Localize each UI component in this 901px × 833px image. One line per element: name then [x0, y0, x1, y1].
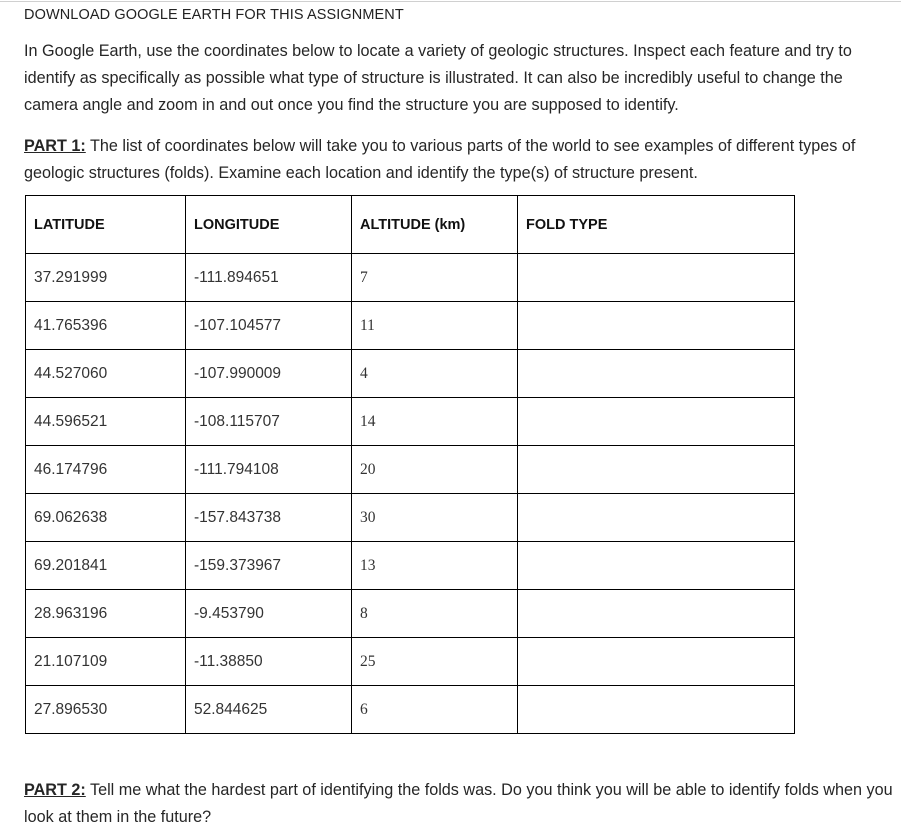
- fold-type-cell[interactable]: [518, 302, 795, 350]
- fold-type-cell[interactable]: [518, 254, 795, 302]
- longitude-cell: 52.844625: [186, 686, 352, 734]
- latitude-cell: 37.291999: [26, 254, 186, 302]
- fold-type-cell[interactable]: [518, 398, 795, 446]
- table-row: [26, 350, 795, 398]
- longitude-cell: -11.38850: [186, 638, 352, 686]
- latitude-cell: 44.527060: [26, 350, 186, 398]
- latitude-cell: 28.963196: [26, 590, 186, 638]
- coordinates-table: [25, 195, 795, 734]
- longitude-cell: -9.453790: [186, 590, 352, 638]
- altitude-cell: 14: [352, 398, 518, 446]
- altitude-cell: 30: [352, 494, 518, 542]
- part1-text: The list of coordinates below will take you to various parts of the world to see examples of different types of geologic structures (folds). Examine each location and identify the type(s) of structure present.: [24, 137, 856, 182]
- header-fold-type: FOLD TYPE: [518, 196, 795, 254]
- longitude-cell: -107.104577: [186, 302, 352, 350]
- fold-type-cell[interactable]: [518, 590, 795, 638]
- fold-type-cell[interactable]: [518, 350, 795, 398]
- latitude-cell: 41.765396: [26, 302, 186, 350]
- longitude-cell: -108.115707: [186, 398, 352, 446]
- altitude-cell: 6: [352, 686, 518, 734]
- part1-label: PART 1:: [24, 137, 86, 155]
- fold-type-cell[interactable]: [518, 494, 795, 542]
- part2-label: PART 2:: [24, 781, 86, 799]
- longitude-cell: -159.373967: [186, 542, 352, 590]
- latitude-cell: 46.174796: [26, 446, 186, 494]
- table-row: [26, 302, 795, 350]
- part2-paragraph: [24, 777, 894, 831]
- latitude-cell: 69.062638: [26, 494, 186, 542]
- table-row: [26, 686, 795, 734]
- table-header-row: [26, 196, 795, 254]
- fold-type-cell[interactable]: [518, 686, 795, 734]
- altitude-cell: 4: [352, 350, 518, 398]
- altitude-cell: 7: [352, 254, 518, 302]
- header-altitude: ALTITUDE (km): [352, 196, 518, 254]
- part2-text: Tell me what the hardest part of identifying the folds was. Do you think you will be able to identify folds when you look at them in the future?: [24, 781, 893, 826]
- latitude-cell: 21.107109: [26, 638, 186, 686]
- altitude-cell: 25: [352, 638, 518, 686]
- header-longitude: LONGITUDE: [186, 196, 352, 254]
- altitude-cell: 20: [352, 446, 518, 494]
- intro-paragraph: In Google Earth, use the coordinates below to locate a variety of geologic structures. Inspect each feature and try to identify as specifically as possible what type of structure is illustrated. It can also be incredibly useful to change the camera angle and zoom in and out once you find the structure you are supposed to identify.: [24, 42, 852, 114]
- document-header: DOWNLOAD GOOGLE EARTH FOR THIS ASSIGNMENT: [24, 7, 404, 23]
- part1-paragraph: [24, 133, 894, 187]
- table-row: [26, 638, 795, 686]
- latitude-cell: 69.201841: [26, 542, 186, 590]
- longitude-cell: -111.794108: [186, 446, 352, 494]
- longitude-cell: -111.894651: [186, 254, 352, 302]
- table-row: [26, 494, 795, 542]
- longitude-cell: -157.843738: [186, 494, 352, 542]
- altitude-cell: 8: [352, 590, 518, 638]
- table-row: [26, 446, 795, 494]
- table-row: [26, 398, 795, 446]
- table-row: [26, 542, 795, 590]
- altitude-cell: 13: [352, 542, 518, 590]
- longitude-cell: -107.990009: [186, 350, 352, 398]
- table-row: [26, 590, 795, 638]
- fold-type-cell[interactable]: [518, 542, 795, 590]
- latitude-cell: 44.596521: [26, 398, 186, 446]
- header-latitude: LATITUDE: [26, 196, 186, 254]
- fold-type-cell[interactable]: [518, 446, 795, 494]
- fold-type-cell[interactable]: [518, 638, 795, 686]
- altitude-cell: 11: [352, 302, 518, 350]
- table-row: [26, 254, 795, 302]
- latitude-cell: 27.896530: [26, 686, 186, 734]
- top-rule: [0, 1, 901, 2]
